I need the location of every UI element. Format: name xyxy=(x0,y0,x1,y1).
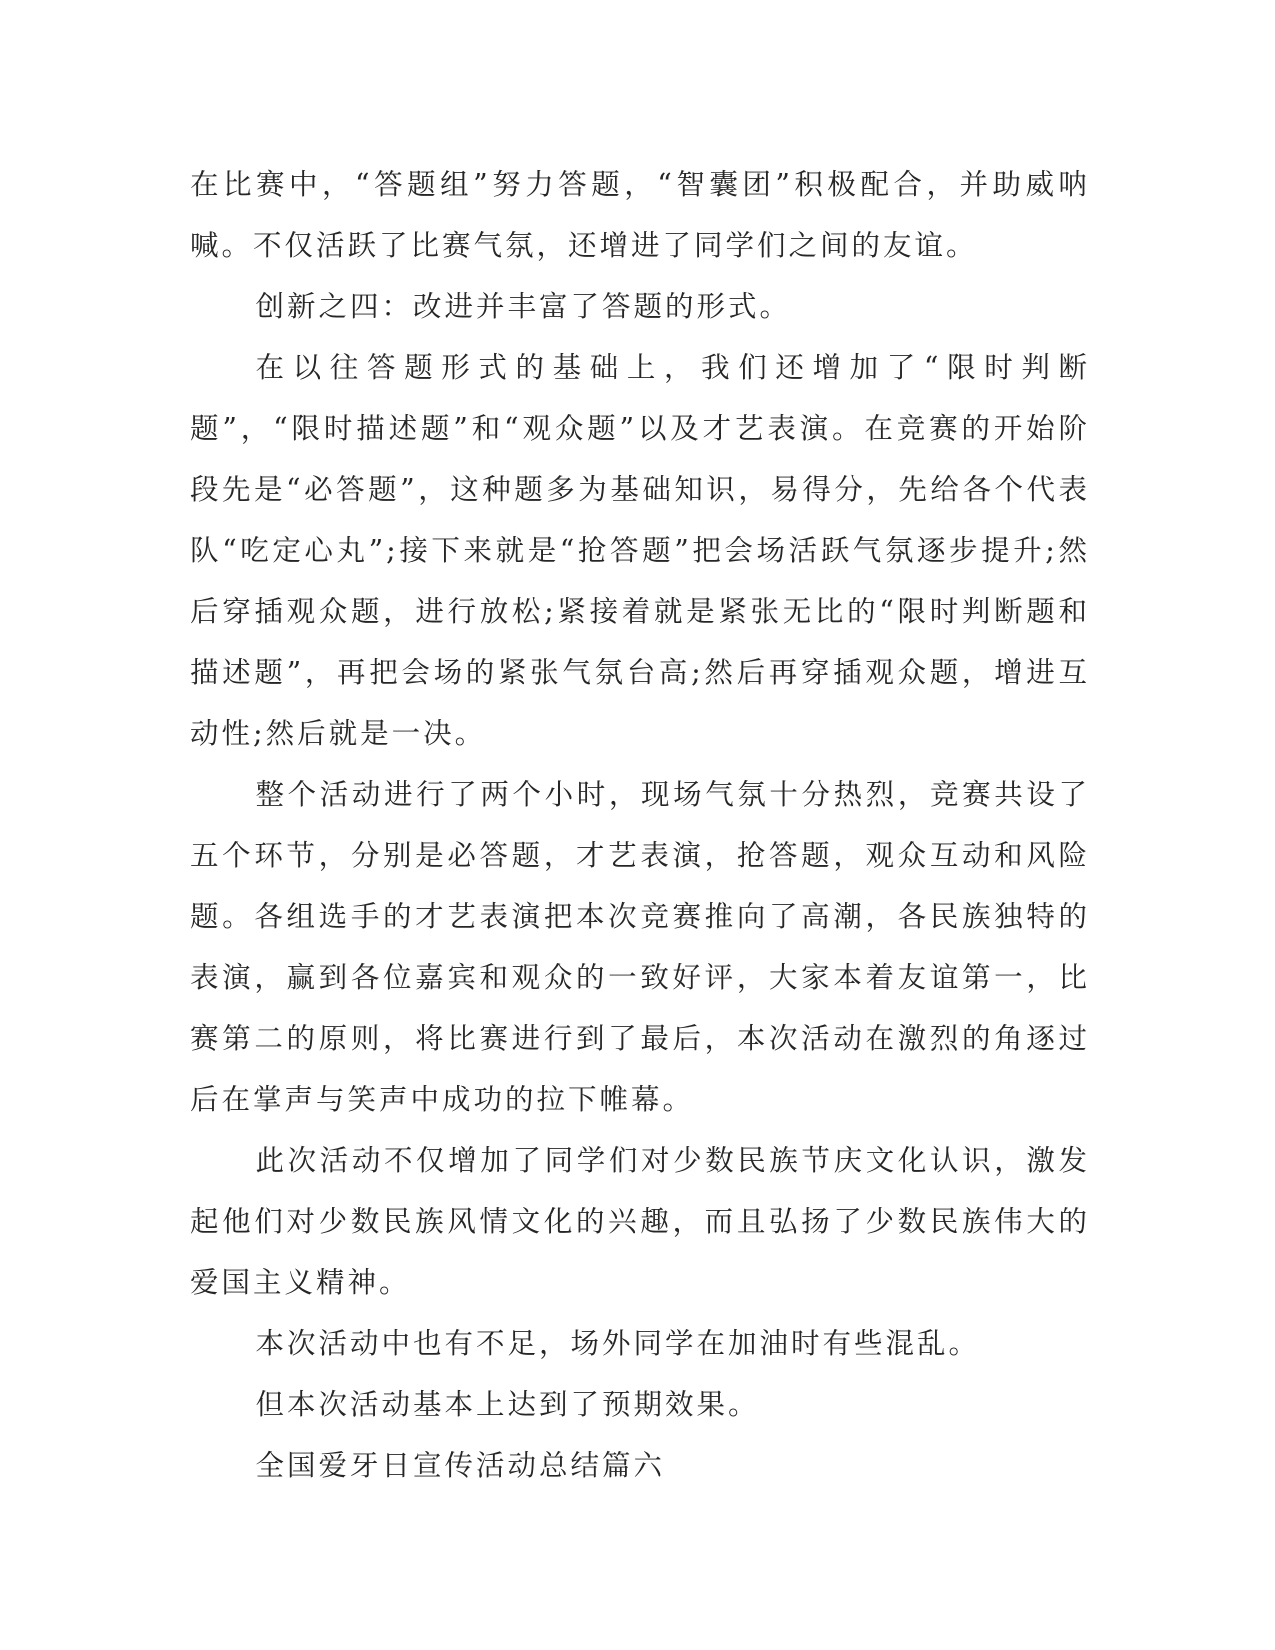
section-heading: 全国爱牙日宣传活动总结篇六 xyxy=(255,1449,666,1482)
paragraph-event-overview: 整个活动进行了两个小时，现场气氛十分热烈，竞赛共设了五个环节，分别是必答题，才艺表演，抢答题，观众互动和风险题。各组选手的才艺表演把本次竞赛推向了高潮，各民族独特的表演，赢到各位嘉宾和观众的一致好评，大家本着友谊第一，比赛第二的原则，将比赛进行到了最后，本次活动在激烈的角逐过后在掌声与笑声中成功的拉下帷幕。 xyxy=(190,778,1090,1116)
paragraph-innovation-four-heading: 创新之四：改进并丰富了答题的形式。 xyxy=(255,290,792,323)
document-body xyxy=(190,154,1090,1496)
paragraph-event-significance: 此次活动不仅增加了同学们对少数民族节庆文化认识，激发起他们对少数民族风情文化的兴趣，而且弘扬了少数民族伟大的爱国主义精神。 xyxy=(190,1144,1090,1299)
paragraph-question-formats: 在以往答题形式的基础上，我们还增加了“限时判断题”，“限时描述题”和“观众题”以及才艺表演。在竞赛的开始阶段先是“必答题”，这种题多为基础知识，易得分，先给各个代表队“吃定心丸”;接下来就是“抢答题”把会场活跃气氛逐步提升;然后穿插观众题，进行放松;紧接着就是紧张无比的“限时判断题和描述题”，再把会场的紧张气氛台高;然后再穿插观众题，增进互动性;然后就是一决。 xyxy=(190,351,1090,750)
paragraph-shortcomings: 本次活动中也有不足，场外同学在加油时有些混乱。 xyxy=(255,1327,981,1360)
paragraph-competition-atmosphere: 在比赛中，“答题组”努力答题，“智囊团”积极配合，并助威呐喊。不仅活跃了比赛气氛，还增进了同学们之间的友谊。 xyxy=(190,168,1090,262)
paragraph-conclusion: 但本次活动基本上达到了预期效果。 xyxy=(255,1388,760,1421)
